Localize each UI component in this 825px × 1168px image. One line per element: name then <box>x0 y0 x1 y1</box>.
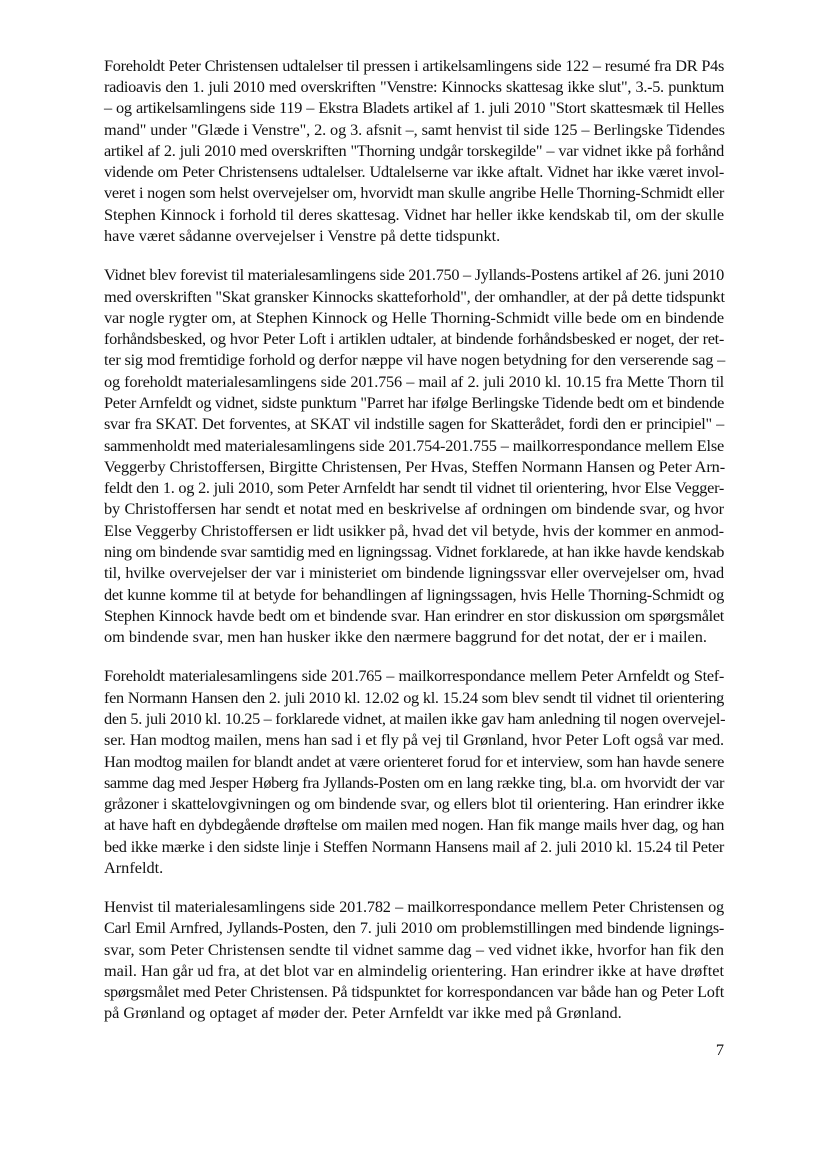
text-line: ser. Han modtog mailen, mens han sad i et fly på vej til Grønland, hvor Peter Loft også var med. <box>104 730 724 749</box>
text-line: mand" under "Glæde i Venstre", 2. og 3. afsnit –, samt henvist til side 125 – Berlingske Tidendes <box>104 120 725 139</box>
text-line: bed ikke mærke i den sidste linje i Steffen Normann Hansens mail af 2. juli 2010 kl. 15.24 til Peter <box>104 837 724 856</box>
page-number: 7 <box>715 1040 724 1059</box>
text-line: svar, som Peter Christensen sendte til vidnet samme dag – ved vidnet ikke, hvorfor han fik den <box>104 940 724 959</box>
text-line: Foreholdt Peter Christensen udtalelser til pressen i artikelsamlingens side 122 – resumé fra DR P4s <box>104 56 724 75</box>
text-line: Stephen Kinnock havde bedt om et bindende svar. Han erindrer en stor diskussion om spørgsmålet <box>104 606 724 625</box>
text-line: at have haft en dybdegående drøftelse om mailen med nogen. Han fik mange mails hver dag, og han <box>104 815 724 834</box>
text-line: på Grønland og optaget af møder der. Peter Arnfeldt var ikke med på Grønland. <box>104 1003 622 1022</box>
text-line: svar fra SKAT. Det forventes, at SKAT vil indstille sagen for Skatterådet, fordi den er principiel" – <box>104 414 724 433</box>
text-line: Peter Arnfeldt og vidnet, sidste punktum "Parret har ifølge Berlingske Tidende bedt om et bindende <box>104 393 724 412</box>
text-line: Henvist til materialesamlingens side 201.782 – mailkorrespondance mellem Peter Christensen og <box>104 897 724 916</box>
text-line: om bindende svar, men han husker ikke den nærmere baggrund for det notat, der er i mailen. <box>104 627 707 646</box>
text-line: sammenholdt med materialesamlingens side 201.754-201.755 – mailkorrespondance mellem Else <box>104 436 724 455</box>
text-line: veret i nogen som helst overvejelser om, hvorvidt man skulle angribe Helle Thorning-Schmidt eller <box>104 183 724 202</box>
text-line: forhåndsbesked, og hvor Peter Loft i artiklen udtaler, at bindende forhåndsbesked er noget, der ret- <box>104 329 724 348</box>
text-line: spørgsmålet med Peter Christensen. På tidspunktet for korrespondancen var både han og Peter Loft <box>104 982 724 1001</box>
text-line: Carl Emil Arnfred, Jyllands-Posten, den 7. juli 2010 om problemstillingen med bindende lignings- <box>104 918 724 937</box>
text-line: artikel af 2. juli 2010 med overskriften "Thorning undgår torskegilde" – var vidnet ikke på forhånd <box>104 141 724 160</box>
text-line: var nogle rygter om, at Stephen Kinnock og Helle Thorning-Schmidt ville bede om en bindende <box>104 308 724 327</box>
text-line: have været sådanne overvejelser i Venstre på dette tidspunkt. <box>104 226 501 245</box>
text-line: Veggerby Christoffersen, Birgitte Christensen, Per Hvas, Steffen Normann Hansen og Peter Arn- <box>104 457 726 476</box>
text-line: samme dag med Jesper Høberg fra Jyllands-Posten om en lang række ting, bl.a. om hvorvidt der var <box>104 773 724 792</box>
text-line: Foreholdt materialesamlingens side 201.765 – mailkorrespondance mellem Peter Arnfeldt og Stef- <box>104 666 724 685</box>
text-line: og foreholdt materialesamlingens side 201.756 – mail af 2. juli 2010 kl. 10.15 fra Mette Thorn til <box>104 372 724 391</box>
text-line: feldt den 1. og 2. juli 2010, som Peter Arnfeldt har sendt til vidnet til orientering, hvor Else Vegger- <box>104 478 724 497</box>
text-line: vidende om Peter Christensens udtalelser. Udtalelserne var ikke aftalt. Vidnet har ikke været invol- <box>104 162 724 181</box>
text-line: det kunne komme til at betyde for behandlingen af ligningssagen, hvis Helle Thorning-Schmidt og <box>104 585 724 604</box>
text-line: Vidnet blev forevist til materialesamlingens side 201.750 – Jyllands-Postens artikel af 26. juni 2010 <box>104 265 724 284</box>
text-line: Han modtog mailen for blandt andet at være orienteret forud for et interview, som han havde senere <box>104 752 724 771</box>
text-line: ter sig mod fremtidige forhold og derfor næppe vil have nogen betydning for den verserende sag – <box>104 350 726 369</box>
text-line: fen Normann Hansen den 2. juli 2010 kl. 12.02 og kl. 15.24 som blev sendt til vidnet til orientering <box>104 688 724 707</box>
text-line: med overskriften "Skat gransker Kinnocks skatteforhold", der omhandler, at der på dette tidspunkt <box>104 287 725 306</box>
text-line: den 5. juli 2010 kl. 10.25 – forklarede vidnet, at mailen ikke gav ham anledning til nogen overvejel- <box>104 709 726 728</box>
text-line: Arnfeldt. <box>104 858 164 877</box>
text-line: gråzoner i skattelovgivningen og om bindende svar, og ellers blot til orientering. Han erindrer ikke <box>104 794 724 813</box>
text-line: by Christoffersen har sendt et notat med en beskrivelse af ordningen om bindende svar, og hvor <box>104 499 724 518</box>
text-line: Else Veggerby Christoffersen er lidt usikker på, hvad det vil betyde, hvis der kommer en anmod- <box>104 521 724 540</box>
text-line: – og artikelsamlingens side 119 – Ekstra Bladets artikel af 1. juli 2010 "Stort skattesmæk til Helles <box>104 98 724 117</box>
text-line: Stephen Kinnock i forhold til deres skattesag. Vidnet har heller ikke kendskab til, om der skulle <box>104 205 724 224</box>
text-line: ning om bindende svar samtidig med en ligningssag. Vidnet forklarede, at han ikke havde kendskab <box>104 542 725 561</box>
text-line: til, hvilke overvejelser der var i ministeriet om bindende ligningssvar eller overvejelser om, hvad <box>104 563 724 582</box>
text-line: mail. Han går ud fra, at det blot var en almindelig orientering. Han erindrer ikke at have drøftet <box>104 961 724 980</box>
text-line: radioavis den 1. juli 2010 med overskriften "Venstre: Kinnocks skattesag ikke slut", 3.-5. punktum <box>104 77 724 96</box>
